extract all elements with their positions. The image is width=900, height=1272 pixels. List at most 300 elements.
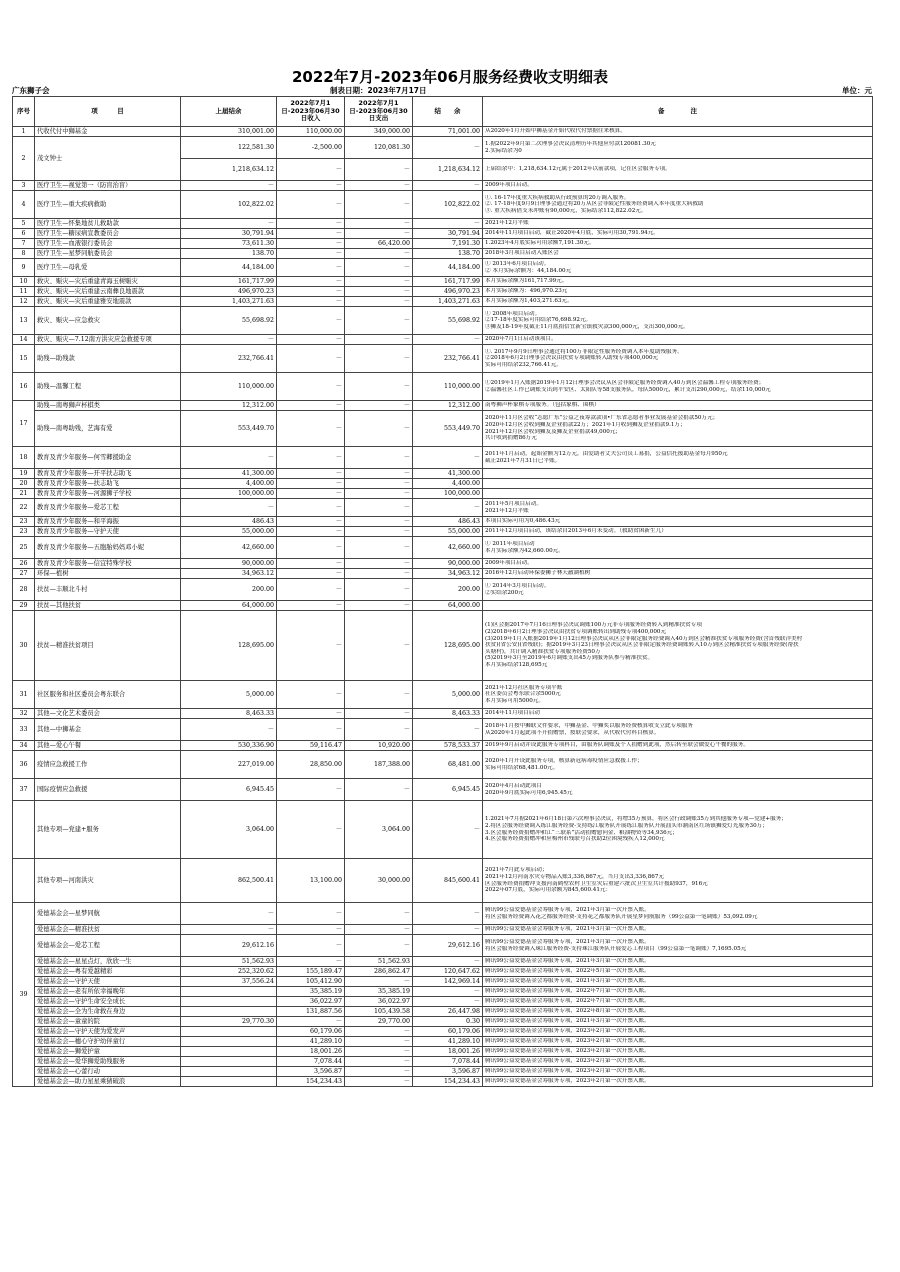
expense: 66,420.00: [345, 239, 413, 249]
balance: 1,403,271.63: [413, 297, 483, 307]
note-line: ① 2011年项目启动: [485, 540, 535, 547]
note-cell: [483, 297, 873, 307]
note-line: 2018年1月按中狮联文件要求，中狮基金、中狮奖以服务经费核算收支立此专项服务: [485, 722, 693, 729]
prev-balance: [181, 987, 277, 997]
note-line: 腾讯99公益爱德基金会筹服务专项，2023年2月第一次开票入账。: [485, 1048, 650, 1055]
project-name: 医疗卫生—母乳爱: [35, 259, 181, 277]
project-name: 医疗卫生—星梦同航委员会: [35, 249, 181, 259]
note-line: 实际可用结余232,766.41元。: [485, 361, 562, 368]
note-line: 本月实际结余128,695元: [485, 661, 548, 668]
income: 110,000.00: [277, 127, 345, 137]
note-cell: [483, 1077, 873, 1087]
note-line: 将区会服务经费调入珠江服务经费-支持珠江服务队开展爱芯工程项目（99公益第一笔调账）7,1695.05元: [485, 945, 747, 952]
prev-balance: 200.00: [181, 579, 277, 601]
project-name: 爱德基金会—爱芯工程: [35, 935, 181, 957]
note-cell: [483, 1047, 873, 1057]
expense: －: [345, 307, 413, 335]
note-line: 腾讯99公益爱德基金会筹服务专项，2023年2月第一次开票入账。: [485, 1078, 650, 1085]
project-name: 爱德基金会—童童的院: [35, 1017, 181, 1027]
income: 131,887.56: [277, 1007, 345, 1017]
table-row: [13, 373, 873, 401]
project-name: 助残—南粤狮声杯棋类: [35, 401, 181, 411]
note-line: 从2020年1月起此项不开捐赠票，按联会要求，从代收代付科目核算。: [485, 729, 660, 736]
income: －: [277, 709, 345, 719]
note-line: 本月实际可用5000元。: [485, 697, 544, 704]
note-cell: [483, 569, 873, 579]
income: －: [277, 537, 345, 559]
note-cell: [483, 229, 873, 239]
table-header-row: [13, 97, 873, 127]
table-row: [13, 903, 873, 925]
table-row: [13, 559, 873, 569]
table-row: [13, 967, 873, 977]
row-number: 12: [13, 297, 35, 307]
table-row: [13, 345, 873, 373]
note-line: ③狮友18-19年度截止11月底捐信宜新宝镇救灾款300,000元，支出300,000元。: [485, 323, 689, 330]
expense: 29,770.00: [345, 1017, 413, 1027]
balance: 102,822.02: [413, 191, 483, 219]
balance: 845,600.41: [413, 859, 483, 903]
expense: －: [345, 219, 413, 229]
project-name: 教育及青少年服务—信宜特殊学校: [35, 559, 181, 569]
table-row: [13, 499, 873, 517]
prev-balance: 55,000.00: [181, 527, 277, 537]
currency-unit: 单位：元: [842, 86, 872, 95]
balance: 110,000.00: [413, 373, 483, 401]
prev-balance: 128,695.00: [181, 611, 277, 681]
income: －: [277, 499, 345, 517]
note-cell: [483, 977, 873, 987]
row-number: 18: [13, 447, 35, 469]
note-line: 共计收到捐赠86万元: [485, 435, 537, 442]
income: －: [277, 601, 345, 611]
prev-balance: 51,562.93: [181, 957, 277, 967]
note-cell: [483, 137, 873, 159]
row-number: 19: [13, 469, 35, 479]
balance: －: [413, 181, 483, 191]
table-row: [13, 259, 873, 277]
note-cell: [483, 159, 873, 181]
header-income: 2022年7月1日-2023年06月30日收入: [277, 97, 345, 127]
expense: －: [345, 229, 413, 239]
note-line: 2020年7月1日启动该项目。: [485, 336, 557, 343]
prev-balance: [181, 1037, 277, 1047]
expense: －: [345, 1077, 413, 1087]
income: 7,078.44: [277, 1057, 345, 1067]
note-line: 2011年1月启动，起始金额为12万元，由爱助者丈夫公司员工募捐，公益信托援助基金每月950元: [485, 450, 728, 457]
table-row: [13, 1007, 873, 1017]
balance: －: [413, 801, 483, 859]
note-cell: [483, 537, 873, 559]
prev-balance: 4,400.00: [181, 479, 277, 489]
expense: －: [345, 925, 413, 935]
header-no: 序号: [13, 97, 35, 127]
note-cell: [483, 469, 873, 479]
prev-balance: 138.70: [181, 249, 277, 259]
prev-balance: [181, 997, 277, 1007]
table-row: [13, 411, 873, 447]
note-cell: [483, 249, 873, 259]
row-number: 23: [13, 527, 35, 537]
expense: －: [345, 537, 413, 559]
table-row: [13, 527, 873, 537]
balance: 161,717.99: [413, 277, 483, 287]
note-cell: [483, 957, 873, 967]
balance: 90,000.00: [413, 559, 483, 569]
project-name: 其他专项—党建+服务: [35, 801, 181, 859]
prev-balance: 161,717.99: [181, 277, 277, 287]
note-cell: [483, 1037, 873, 1047]
project-name: 扶贫—其他扶贫: [35, 601, 181, 611]
note-cell: [483, 967, 873, 977]
table-row: [13, 469, 873, 479]
balance: 128,695.00: [413, 611, 483, 681]
income: －: [277, 1017, 345, 1027]
income: 60,179.06: [277, 1027, 345, 1037]
note-line: 从2020年1月开始中狮基金开始代收代付票据往来核算。: [485, 128, 626, 135]
balance: 6,945.45: [413, 779, 483, 801]
note-line: 截止2021年7月31日已平账。: [485, 457, 561, 464]
prev-balance: 110,000.00: [181, 373, 277, 401]
income: －: [277, 181, 345, 191]
prev-balance: 1,403,271.63: [181, 297, 277, 307]
note-line: 腾讯99公益爱德基金会筹服务专项，2023年2月第一次开票入账。: [485, 1058, 650, 1065]
project-name: 爱德基金会—穗心守护幼伴童行: [35, 1037, 181, 1047]
project-name: 救灾、赈灾—灾后重建青海玉树赈灾: [35, 277, 181, 287]
table-row: [13, 489, 873, 499]
row-number: 39: [13, 903, 35, 1087]
row-number: 30: [13, 611, 35, 681]
table-row: [13, 935, 873, 957]
balance: 200.00: [413, 579, 483, 601]
table-row: [13, 447, 873, 469]
prev-balance: 34,963.12: [181, 569, 277, 579]
balance: 41,300.00: [413, 469, 483, 479]
project-name: 代收代付中狮基金: [35, 127, 181, 137]
note-cell: [483, 479, 873, 489]
expense: －: [345, 709, 413, 719]
project-name: 环保—植树: [35, 569, 181, 579]
note-cell: [483, 719, 873, 741]
income: 41,289.10: [277, 1037, 345, 1047]
balance: 44,184.00: [413, 259, 483, 277]
expense: －: [345, 611, 413, 681]
table-row: [13, 297, 873, 307]
income: －: [277, 239, 345, 249]
project-name: 教育及青少年服务—开平扶志助飞: [35, 469, 181, 479]
made-date: 制表日期：2023年7月17日: [330, 86, 427, 95]
income: 35,385.19: [277, 987, 345, 997]
prev-balance: 100,000.00: [181, 489, 277, 499]
note-line: 2016年12月启动环保委狮子林天澈湖植树: [485, 570, 591, 577]
prev-balance: －: [181, 219, 277, 229]
note-line: 2021年12月平账: [485, 220, 529, 227]
table-row: [13, 987, 873, 997]
prev-balance: [181, 1027, 277, 1037]
balance: －: [413, 447, 483, 469]
table-row: [13, 181, 873, 191]
expense: －: [345, 335, 413, 345]
balance: 7,191.30: [413, 239, 483, 249]
organization-name: 广东狮子会: [12, 86, 50, 95]
note-cell: [483, 517, 873, 527]
row-number: 6: [13, 229, 35, 239]
table-row: [13, 239, 873, 249]
project-name: 疫情应急救援工作: [35, 751, 181, 779]
balance: 486.43: [413, 517, 483, 527]
project-name: 助残—温馨工程: [35, 373, 181, 401]
project-name: 其他—爱心午餐: [35, 741, 181, 751]
project-name: 教育及青少年服务—和平海振: [35, 517, 181, 527]
income: －: [277, 297, 345, 307]
note-line: 腾讯99公益爱德基金会筹服务专项，2021年3月第一次开票入账。: [485, 1018, 650, 1025]
note-cell: [483, 489, 873, 499]
row-number: 13: [13, 307, 35, 335]
note-line: 腾讯99公益爱德基金会筹服务专项，2021年3月第一次开票入账。: [485, 978, 650, 985]
table-row: [13, 611, 873, 681]
income: －: [277, 159, 345, 181]
row-number: 7: [13, 239, 35, 249]
note-cell: [483, 181, 873, 191]
expense: 35,385.19: [345, 987, 413, 997]
project-name: 爱德基金会—精准扶贫: [35, 925, 181, 935]
row-number: [13, 859, 35, 903]
prev-balance: 37,556.24: [181, 977, 277, 987]
table-row: [13, 517, 873, 527]
table-row: [13, 127, 873, 137]
project-name: 扶贫—精准扶贫项目: [35, 611, 181, 681]
project-name: 社区服务和社区委员会粤东联合: [35, 681, 181, 709]
row-number: 29: [13, 601, 35, 611]
income: 3,596.87: [277, 1067, 345, 1077]
income: －: [277, 935, 345, 957]
income: －: [277, 373, 345, 401]
expense: －: [345, 1037, 413, 1047]
expense: －: [345, 373, 413, 401]
balance: 553,449.70: [413, 411, 483, 447]
expense: －: [345, 935, 413, 957]
row-number: 34: [13, 741, 35, 751]
prev-balance: 3,064.00: [181, 801, 277, 859]
expense: －: [345, 411, 413, 447]
income: －: [277, 335, 345, 345]
note-line: 2021年12月平账: [485, 507, 529, 514]
prev-balance: 496,970.23: [181, 287, 277, 297]
balance: 120,647.62: [413, 967, 483, 977]
project-name: 救灾、赈灾—7.12南方洪灾应急救援专项: [35, 335, 181, 345]
prev-balance: [181, 1077, 277, 1087]
table-row: [13, 859, 873, 903]
expense: －: [345, 517, 413, 527]
table-row: [13, 601, 873, 611]
balance: 12,312.00: [413, 401, 483, 411]
balance: 26,447.98: [413, 1007, 483, 1017]
row-number: 33: [13, 719, 35, 741]
table-row: [13, 1047, 873, 1057]
note-line: 2021年12月区会收到狮友及狮友企业捐款49,000元；: [485, 428, 622, 435]
table-row: [13, 137, 873, 159]
note-line: 2.将区会服务经费调入练江服务经费-支持练江服务队开展练江服务队开展汕头市潮南区红场镇狮爱灯光服务30万；: [485, 822, 768, 829]
project-name: 教育及青少年服务—五胞胎妈妈邓小妮: [35, 537, 181, 559]
expense: －: [345, 499, 413, 517]
prev-balance: 122,581.30: [181, 137, 277, 159]
note-cell: [483, 345, 873, 373]
note-line: 2011年12月项目启动，该结余自2013年6月未变动。（救助贫困新生儿）: [485, 528, 667, 535]
income: －: [277, 345, 345, 373]
income: －: [277, 611, 345, 681]
table-row: [13, 1037, 873, 1047]
expense: 105,439.58: [345, 1007, 413, 1017]
note-line: 2018年3月项目启动入账区会: [485, 250, 559, 257]
note-line: 2009年项目启动。: [485, 560, 533, 567]
project-name: 爱德基金会—星星点灯，欣欣一生: [35, 957, 181, 967]
project-name: 爱德基金会—星梦同航: [35, 903, 181, 925]
note-line: 腾讯99公益爱德基金会筹服务专项，2022年5月第一次开票入账。: [485, 968, 650, 975]
income: 36,022.97: [277, 997, 345, 1007]
note-line: 实际可用结余68,481.00元。: [485, 764, 559, 771]
expense: －: [345, 489, 413, 499]
note-line: ② 本月实际余额为：44,184.00元: [485, 267, 572, 274]
expense: －: [345, 977, 413, 987]
prev-balance: 530,336.90: [181, 741, 277, 751]
note-cell: [483, 447, 873, 469]
note-line: ②17-18年度实际可用结余76,698.92元。: [485, 317, 592, 324]
expense: －: [345, 1057, 413, 1067]
income: －: [277, 479, 345, 489]
income: －: [277, 277, 345, 287]
income: －: [277, 469, 345, 479]
expense: －: [345, 479, 413, 489]
balance: 71,001.00: [413, 127, 483, 137]
project-name: 教育及青少年服务—爱芯工程: [35, 499, 181, 517]
note-cell: [483, 997, 873, 1007]
row-number: 20: [13, 479, 35, 489]
table-row: [13, 287, 873, 297]
income: －: [277, 401, 345, 411]
note-line: 2009年项目启动。: [485, 182, 533, 189]
prev-balance: 5,000.00: [181, 681, 277, 709]
row-number: 26: [13, 559, 35, 569]
table-row: [13, 479, 873, 489]
row-number: 37: [13, 779, 35, 801]
prev-balance: 29,770.30: [181, 1017, 277, 1027]
project-name: 爱德基金会—老有所依幸福晚年: [35, 987, 181, 997]
prev-balance: －: [181, 335, 277, 345]
income: -2,500.00: [277, 137, 345, 159]
prev-balance: －: [181, 499, 277, 517]
note-cell: [483, 579, 873, 601]
expense: －: [345, 277, 413, 287]
expense: 349,000.00: [345, 127, 413, 137]
table-row: [13, 779, 873, 801]
balance: 7,078.44: [413, 1057, 483, 1067]
balance: 4,400.00: [413, 479, 483, 489]
expense: －: [345, 181, 413, 191]
balance: －: [413, 987, 483, 997]
table-row: [13, 229, 873, 239]
table-row: [13, 401, 873, 411]
prev-balance: 90,000.00: [181, 559, 277, 569]
note-line: 腾讯99公益爱德基金会筹服务专项，2023年2月第一次开票入账。: [485, 1028, 650, 1035]
income: －: [277, 719, 345, 741]
income: 59,116.47: [277, 741, 345, 751]
note-cell: [483, 335, 873, 345]
prev-balance: [181, 1067, 277, 1077]
row-number: 10: [13, 277, 35, 287]
note-cell: [483, 401, 873, 411]
income: －: [277, 559, 345, 569]
note-line: 腾讯99公益爱德基金会筹服务专项，2021年3月第一次开票入账。: [485, 926, 650, 933]
row-number: 1: [13, 127, 35, 137]
expense: －: [345, 569, 413, 579]
project-name: 爱德基金会—全为生命救在身边: [35, 1007, 181, 1017]
project-name: 助残—南粤助残，艺海有爱: [35, 411, 181, 447]
header-project: 项 目: [35, 97, 181, 127]
note-line: ②. 17-18年度9月9日理事会通过将20万从区会非限定性服务经费调入本年度重大病救助: [485, 201, 704, 208]
note-cell: [483, 287, 873, 297]
income: 105,412.90: [277, 977, 345, 987]
project-name: 扶贫—丰顺北斗村: [35, 579, 181, 601]
project-name: 医疗卫生—怀集地贫儿救助款: [35, 219, 181, 229]
report-title: 2022年7月-2023年06月服务经费收支明细表: [291, 68, 609, 86]
row-number: 2: [13, 137, 35, 181]
prev-balance: 232,766.41: [181, 345, 277, 373]
table-row: [13, 751, 873, 779]
project-name: 医疗卫生—重大疾病救助: [35, 191, 181, 219]
project-name: 爱德基金会—守护天使为爱发声: [35, 1027, 181, 1037]
prev-balance: 64,000.00: [181, 601, 277, 611]
income: 18,001.26: [277, 1047, 345, 1057]
prev-balance: 553,449.70: [181, 411, 277, 447]
prev-balance: 30,791.94: [181, 229, 277, 239]
row-number: 25: [13, 537, 35, 559]
expense: －: [345, 1047, 413, 1057]
project-name: 助残—助残款: [35, 345, 181, 373]
prev-balance: 1,218,634.12: [181, 159, 277, 181]
income: 28,850.00: [277, 751, 345, 779]
note-cell: [483, 751, 873, 779]
table-body: [13, 127, 873, 1087]
note-line: ①2019年1月入账据2019年1月12日理事会决议从区会非限定服务经费调入40万到区会温馨工程专项服务经费；: [485, 379, 765, 386]
income: －: [277, 903, 345, 925]
project-name: 爱德基金会—爱华狮爱助残服务: [35, 1057, 181, 1067]
prev-balance: 862,500.41: [181, 859, 277, 903]
table-row: [13, 1027, 873, 1037]
note-line: ① 2014年3月项目启动。: [485, 582, 550, 589]
prev-balance: 6,945.45: [181, 779, 277, 801]
expense: －: [345, 1027, 413, 1037]
project-name: 爱德基金会—守护天使: [35, 977, 181, 987]
note-cell: [483, 277, 873, 287]
note-line: ②温馨社区工作已调账支出到平安区、太阳队等58支服务队，每队5000元，累计支出290,000元，结余110,000元: [485, 386, 771, 393]
prev-balance: [181, 1057, 277, 1067]
income: 154,234.43: [277, 1077, 345, 1087]
expense: －: [345, 559, 413, 569]
note-line: 1.据2022年9月第二次理事会决议清理历年其他应付款120081.30元: [485, 140, 656, 147]
prev-balance: 55,698.92: [181, 307, 277, 335]
expense: 51,562.93: [345, 957, 413, 967]
project-name: 救灾、赈灾—灾后重建雅安地震款: [35, 297, 181, 307]
note-line: 2019年9月启动并设此服务专项科目，由服务队调账及个人捐赠到此项，然后转至联会做爱心午餐的服务。: [485, 742, 749, 749]
project-name: 医疗卫生—血液银行委员会: [35, 239, 181, 249]
note-line: 2020年4月启动此项目: [485, 782, 542, 789]
balance: 29,612.16: [413, 935, 483, 957]
prev-balance: －: [181, 447, 277, 469]
row-number: 21: [13, 489, 35, 499]
table-row: [13, 801, 873, 859]
prev-balance: －: [181, 925, 277, 935]
note-line: 区会服务经费捐赠冲支援河南鹤壁农村卫生室灾后重建六批次卫生室共计援助937，916元: [485, 880, 708, 887]
